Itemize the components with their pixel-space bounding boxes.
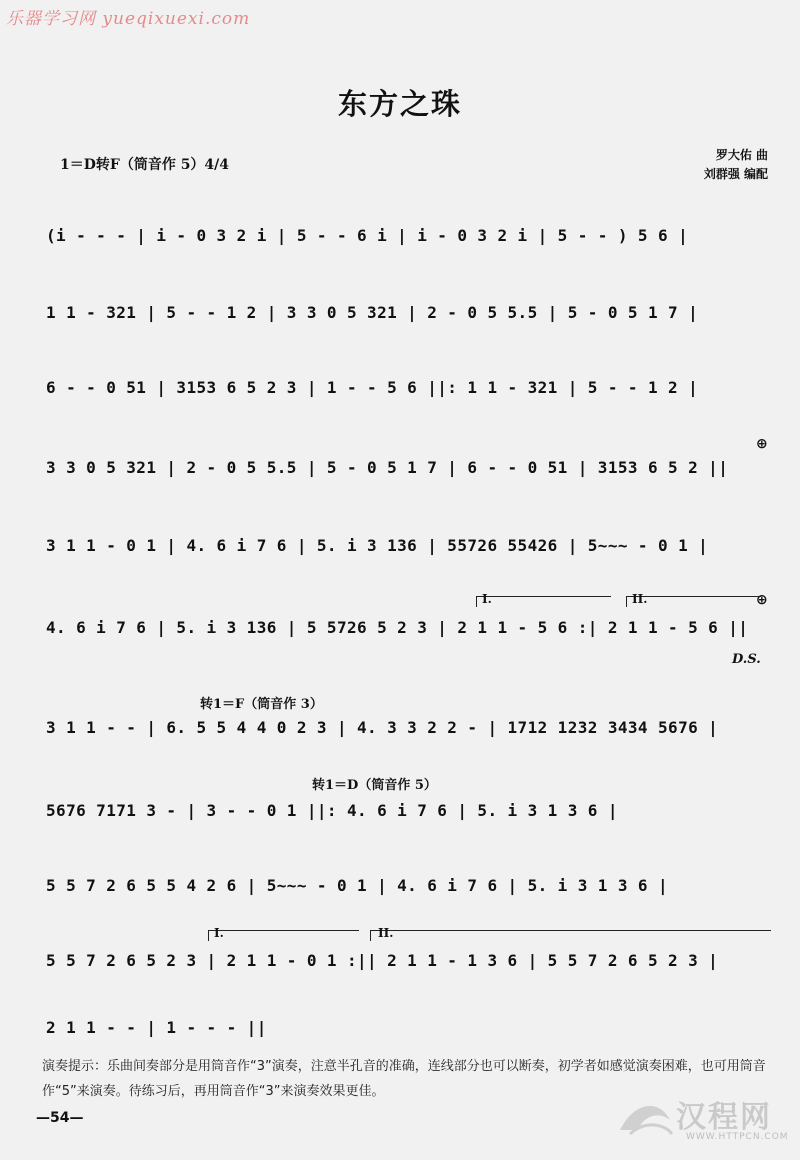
staff-line-2: 1 1 - 321 | 5 - - 1 2 | 3 3 0 5 321 | 2 - 0 5 5.5 | 5 - 0 5 1 7 | [46,303,699,322]
staff-line-6: 4. 6 i 7 6 | 5. i 3 136 | 5 5726 5 2 3 | 2 1 1 - 5 6 :| 2 1 1 - 5 6 || [46,618,749,637]
staff-line-1: (i - - - | i - 0 3 2 i | 5 - - 6 i | i - 0 3 2 i | 5 - - ) 5 6 | [46,226,689,245]
volta-bracket-4 [370,930,771,941]
staff-line-10: 5 5 7 2 6 5 2 3 | 2 1 1 - 0 1 :|| 2 1 1 - 1 3 6 | 5 5 7 2 6 5 2 3 | [46,951,719,970]
staff-line-3: 6 - - 0 51 | 3153 6 5 2 3 | 1 - - 5 6 ||: 1 1 - 321 | 5 - - 1 2 | [46,378,699,397]
brand-logo-url: WWW.HTTPCN.COM [686,1132,789,1142]
ds-marker: D.S. [732,652,761,667]
composer-credit: 罗大佑 曲 [715,148,768,162]
staff-line-9: 5 5 7 2 6 5 5 4 2 6 | 5~~~ - 0 1 | 4. 6 i 7 6 | 5. i 3 1 3 6 | [46,876,669,895]
staff-line-5: 3 1 1 - 0 1 | 4. 6 i 7 6 | 5. i 3 136 | 55726 55426 | 5~~~ - 0 1 | [46,536,709,555]
page-number: —54— [36,1110,84,1126]
performance-tip-text: 乐曲间奏部分是用筒音作“3”演奏，注意半孔音的准确，连线部分也可以断奏，初学者如感觉演奏困难，也可用筒音作“5”来演奏。待练习后，再用筒音作“3”来演奏效果更佳。 [42,1059,766,1099]
credits [704,146,768,184]
arranger-credit: 刘群强 编配 [703,167,768,181]
staff-line-8: 5676 7171 3 - | 3 - - 0 1 ||: 4. 6 i 7 6 | 5. i 3 1 3 6 | [46,801,618,820]
volta-bracket-1 [476,596,611,607]
staff-line-4: 3 3 0 5 321 | 2 - 0 5 5.5 | 5 - 0 5 1 7 | 6 - - 0 51 | 3153 6 5 2 || [46,458,729,477]
volta-first: I. [482,592,492,606]
volta-second: II. [632,592,648,606]
volta-second-2: II. [378,926,394,940]
performance-tip-label: 演奏提示： [42,1059,108,1074]
song-title: 东方之珠 [337,87,462,121]
coda-symbol: ⊕ [756,436,768,452]
modulation-to-f: 转1＝F（筒音作 3） [200,697,323,712]
site-watermark: 乐器学习网 yueqixuexi.com [6,9,251,29]
staff-line-11: 2 1 1 - - | 1 - - - || [46,1018,267,1037]
coda-symbol-2: ⊕ [756,592,768,608]
volta-first-2: I. [214,926,224,940]
key-signature: 1＝D转F（筒音作 5）4/4 [60,157,230,173]
brand-logo-text: 汉程网 [676,1100,772,1135]
modulation-to-d: 转1＝D（筒音作 5） [312,778,437,793]
staff-line-7: 3 1 1 - - | 6. 5 5 4 4 0 2 3 | 4. 3 3 2 2 - | 1712 1232 3434 5676 | [46,718,719,737]
volta-bracket-3 [208,930,359,941]
